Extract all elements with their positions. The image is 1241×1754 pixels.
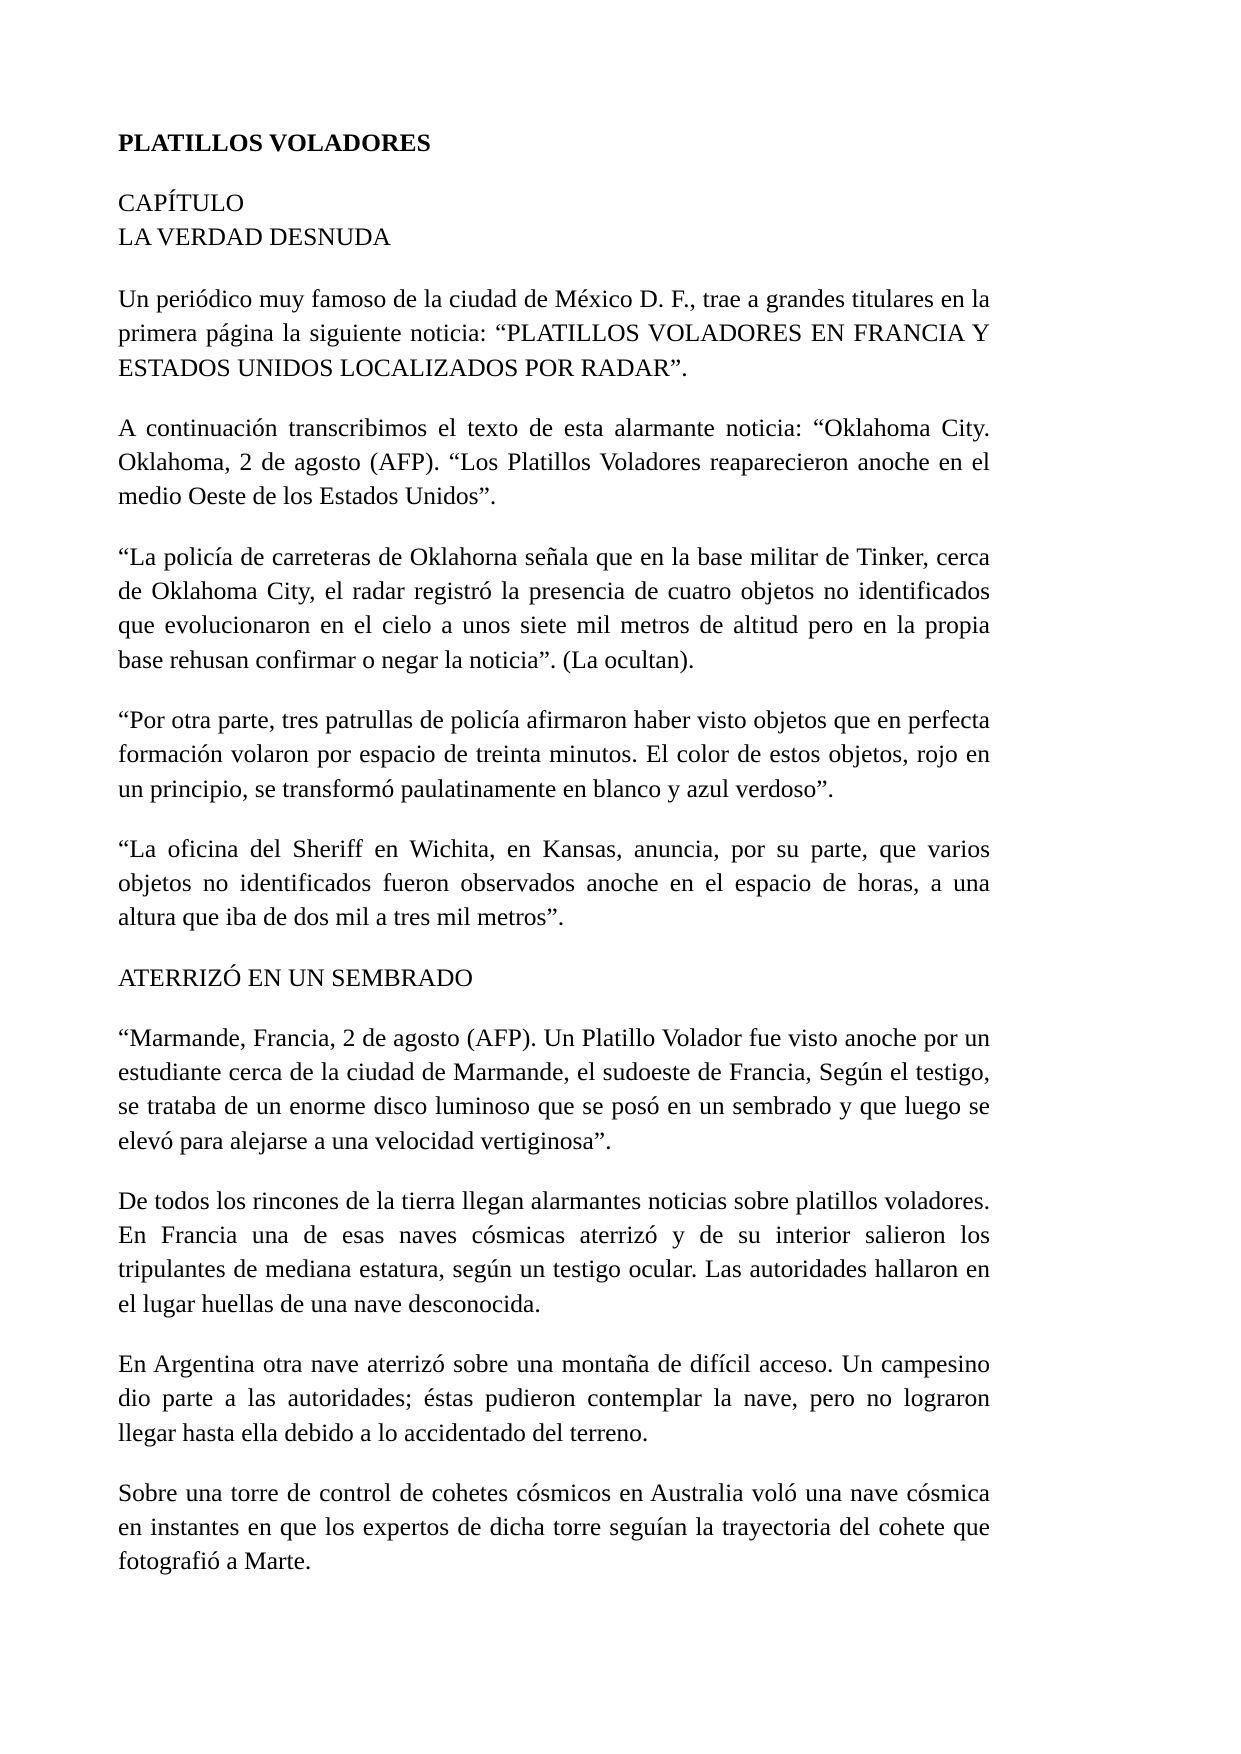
paragraph: Un periódico muy famoso de la ciudad de México D. F., trae a grandes titulares en la primera página la siguiente noticia: “PLATILLOS VOLADORES EN FRANCIA Y ESTADOS UNIDOS LOCALIZADOS POR RADAR”.: [118, 283, 990, 382]
paragraph: En Argentina otra nave aterrizó sobre una montaña de difícil acceso. Un campesino dio parte a las autoridades; éstas pudieron contemplar la nave, pero no lograron llegar hasta ella debido a lo accidentado del terreno.: [118, 1349, 990, 1447]
chapter-heading-block: [118, 186, 990, 254]
chapter-label: CAPÍTULO: [118, 188, 245, 218]
section-heading: ATERRIZÓ EN UN SEMBRADO: [118, 962, 473, 992]
chapter-title: LA VERDAD DESNUDA: [118, 222, 391, 252]
paragraph: “Marmande, Francia, 2 de agosto (AFP). Un Platillo Volador fue visto anoche por un estudiante cerca de la ciudad de Marmande, el sudoeste de Francia, Según el testigo, se trataba de un enorme disco luminoso que se posó en un sembrado y que luego se elevó para alejarse a una velocidad vertiginosa”.: [118, 1022, 990, 1155]
paragraph: “La policía de carreteras de Oklahorna señala que en la base militar de Tinker, cerca de Oklahoma City, el radar registró la presencia de cuatro objetos no identificados que evolucionaron en el cielo a unos siete mil metros de altitud pero en la propia base rehusan confirmar o negar la noticia”. (La ocultan).: [118, 541, 990, 674]
page-title: PLATILLOS VOLADORES: [118, 128, 431, 157]
paragraph: De todos los rincones de la tierra llegan alarmantes noticias sobre platillos voladores. En Francia una de esas naves cósmicas aterrizó y de su interior salieron los tripulantes de mediana estatura, según un testigo ocular. Las autoridades hallaron en el lugar huellas de una nave desconocida.: [118, 1185, 990, 1318]
document-text-column: [118, 126, 990, 1579]
paragraph: “Por otra parte, tres patrullas de policía afirmaron haber visto objetos que en perfecta formación volaron por espacio de treinta minutos. El color de estos objetos, rojo en un principio, se transformó paulatinamente en blanco y azul verdoso”.: [118, 704, 990, 803]
paragraph: “La oficina del Sheriff en Wichita, en Kansas, anuncia, por su parte, que varios objetos no identificados fueron observados anoche en el espacio de horas, a una altura que iba de dos mil a tres mil metros”.: [118, 833, 990, 932]
paragraph: A continuación transcribimos el texto de esta alarmante noticia: “Oklahoma City. Oklahoma, 2 de agosto (AFP). “Los Platillos Voladores reaparecieron anoche en el medio Oeste de los Estados Unidos”.: [118, 412, 990, 511]
paragraph: Sobre una torre de control de cohetes cósmicos en Australia voló una nave cósmica en instantes en que los expertos de dicha torre seguían la trayectoria del cohete que fotografió a Marte.: [118, 1477, 990, 1576]
